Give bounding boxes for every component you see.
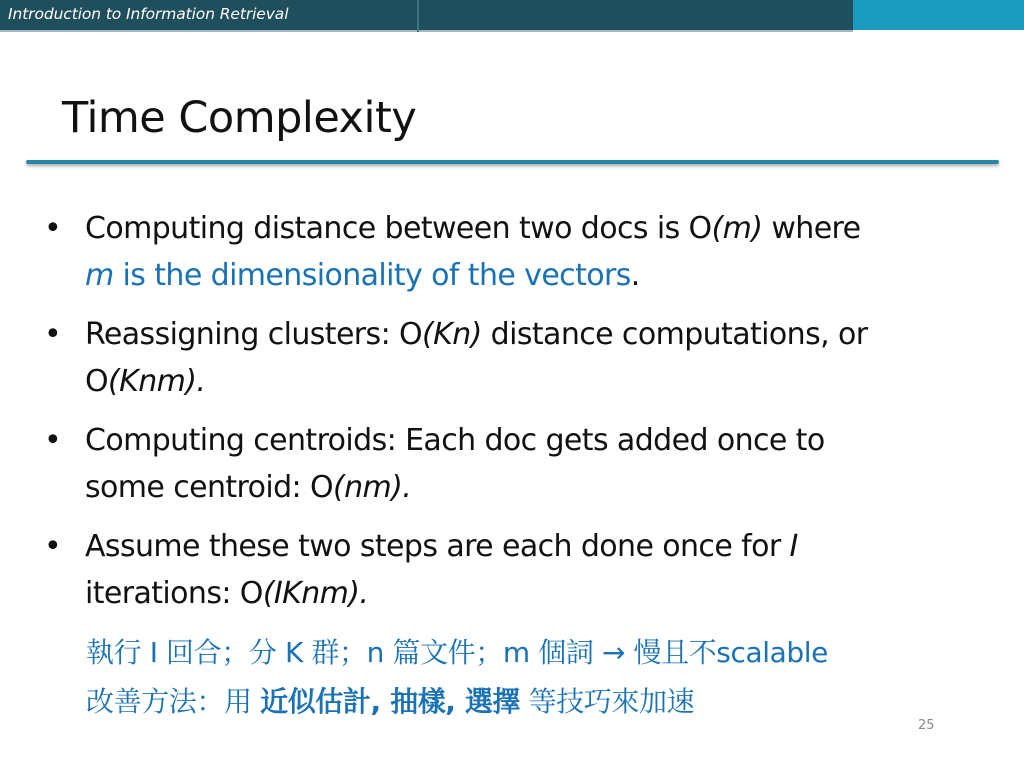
bullet-dot-icon: • — [44, 317, 62, 352]
bullet-item — [44, 311, 984, 405]
header-underline — [0, 30, 853, 32]
chinese-note-line-1: 執行 I 回合；分 K 群；n 篇文件；m 個詞 → 慢且不scalable — [86, 636, 828, 669]
slide-content — [44, 205, 984, 629]
bullet-text: Computing distance between two docs is O — [85, 211, 712, 246]
bullet-math: m — [85, 258, 114, 293]
bullet-item — [44, 417, 984, 511]
header-divider — [417, 0, 419, 32]
note-text: 改善方法：用 — [86, 685, 261, 718]
bullet-math: (Knm). — [108, 364, 206, 399]
bullet-text: iterations: O — [85, 576, 263, 611]
page-number: 25 — [918, 718, 935, 733]
header-bar — [0, 0, 1024, 32]
bullet-item — [44, 205, 984, 299]
bullet-math: (nm). — [333, 470, 412, 505]
bullet-text: Reassigning clusters: O — [85, 317, 423, 352]
bullet-text: distance computations, or — [481, 317, 868, 352]
bullet-math: (Kn) — [422, 317, 482, 352]
bullet-text: . — [630, 258, 640, 293]
bullet-text: some centroid: O — [85, 470, 333, 505]
slide-title: Time Complexity — [62, 93, 417, 143]
bullet-math: I — [789, 529, 798, 564]
bullet-text: O — [85, 364, 109, 399]
bullet-dot-icon: • — [44, 211, 62, 246]
bullet-math: (m) — [711, 211, 763, 246]
bullet-highlight: is the dimensionality of the vectors — [113, 258, 631, 293]
bullet-text: Assume these two steps are each done once for — [85, 529, 790, 564]
note-bold-text: 近似估計, 抽樣, 選擇 — [260, 685, 521, 718]
bullet-dot-icon: • — [44, 423, 62, 458]
title-underline — [26, 160, 999, 164]
chinese-note-line-2 — [86, 680, 694, 720]
bullet-text: Computing centroids: Each doc gets added once to — [85, 423, 825, 458]
bullet-math: (IKnm). — [262, 576, 369, 611]
course-title: Introduction to Information Retrieval — [8, 5, 289, 23]
header-accent-band — [853, 0, 1024, 30]
bullet-text: where — [762, 211, 861, 246]
bullet-item — [44, 523, 984, 617]
note-text: 等技巧來加速 — [520, 685, 695, 718]
bullet-dot-icon: • — [44, 529, 62, 564]
